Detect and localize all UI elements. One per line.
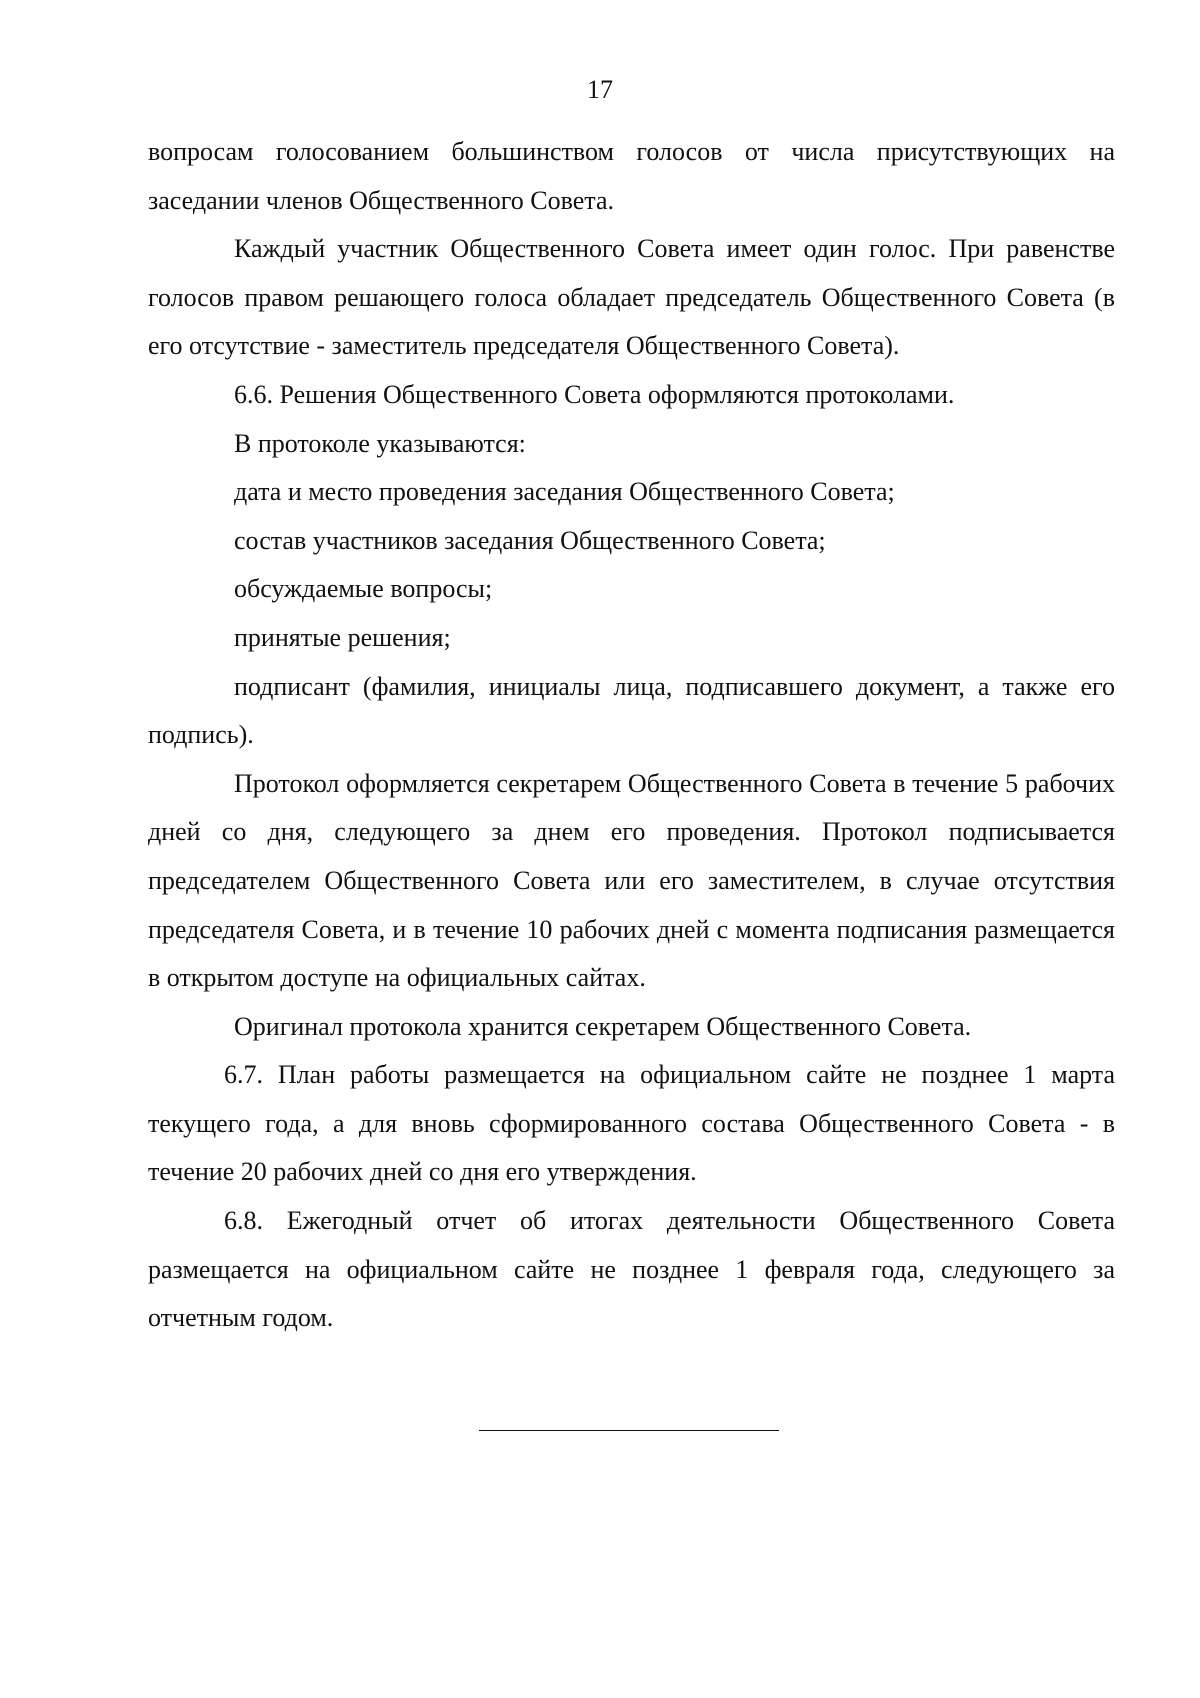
list-item-decisions: принятые решения; bbox=[234, 622, 451, 652]
page-number: 17 bbox=[587, 75, 613, 104]
document-body bbox=[148, 128, 1115, 1343]
paragraph-6-8: 6.8. Ежегодный отчет об итогах деятельности Общественного Совета размещается на официальном сайте не позднее 1 февраля года, следующего за отчетным годом. bbox=[148, 1206, 1115, 1333]
paragraph-6-6: 6.6. Решения Общественного Совета оформляются протоколами. bbox=[234, 379, 955, 409]
paragraph-protocol-preparation: Протокол оформляется секретарем Общественного Совета в течение 5 рабочих дней со дня, следующего за днем его проведения. Протокол подписывается председателем Общественного Совета или его заместителем, в случае отсутствия председателя Совета, и в течение 10 рабочих дней с момента подписания размещается в открытом доступе на официальных сайтах. bbox=[148, 768, 1115, 993]
paragraph-6-7: 6.7. План работы размещается на официальном сайте не позднее 1 марта текущего года, а для вновь сформированного состава Общественного Совета - в течение 20 рабочих дней со дня его утверждения. bbox=[148, 1060, 1115, 1187]
end-of-document-rule bbox=[479, 1430, 779, 1431]
paragraph-original-storage: Оригинал протокола хранится секретарем Общественного Совета. bbox=[234, 1011, 972, 1041]
list-item-date-place: дата и место проведения заседания Общественного Совета; bbox=[234, 477, 895, 507]
paragraph-protocol-contents-intro: В протоколе указываются: bbox=[234, 428, 526, 458]
list-item-participants: состав участников заседания Общественного Совета; bbox=[234, 525, 826, 555]
list-item-questions: обсуждаемые вопросы; bbox=[234, 574, 493, 604]
paragraph-one-vote: Каждый участник Общественного Совета имеет один голос. При равенстве голосов правом решающего голоса обладает председатель Общественного Совета (в его отсутствие - заместитель председателя Общественного Совета). bbox=[148, 234, 1115, 361]
paragraph-voting-continuation: вопросам голосованием большинством голосов от числа присутствующих на заседании членов Общественного Совета. bbox=[148, 137, 1115, 215]
list-item-signatory: подписант (фамилия, инициалы лица, подписавшего документ, а также его подпись). bbox=[148, 671, 1115, 750]
